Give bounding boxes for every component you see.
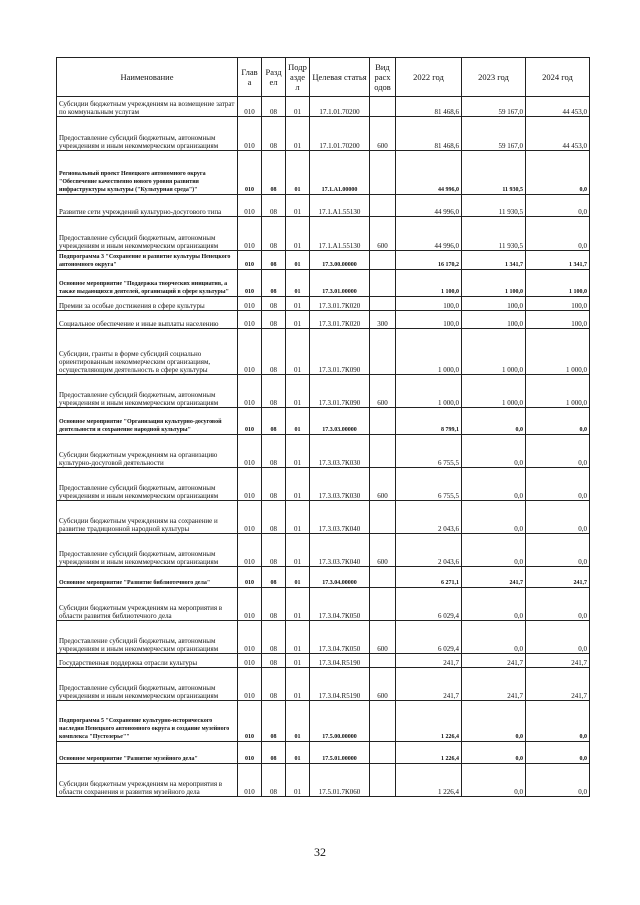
row-amount-2023: 100,0 xyxy=(462,311,526,329)
row-name: Подпрограмма 5 "Сохранение культурно-исторического наследия Ненецкого автономного округа и создание музейного комплекса "Пустозерье"" xyxy=(57,701,238,742)
row-podrazdel: 01 xyxy=(286,701,310,742)
row-amount-2024: 0,0 xyxy=(526,435,590,468)
row-expense-type xyxy=(370,701,396,742)
row-expense-type: 600 xyxy=(370,534,396,567)
row-podrazdel: 01 xyxy=(286,408,310,435)
row-amount-2023: 59 167,0 xyxy=(462,97,526,117)
row-podrazdel: 01 xyxy=(286,329,310,375)
row-podrazdel: 01 xyxy=(286,588,310,621)
table-row xyxy=(57,251,590,270)
row-razdel: 08 xyxy=(262,654,286,668)
row-target-article: 17.3.01.7К020 xyxy=(310,297,370,311)
row-glava: 010 xyxy=(238,588,262,621)
row-razdel: 08 xyxy=(262,270,286,297)
table-row xyxy=(57,654,590,668)
row-podrazdel: 01 xyxy=(286,654,310,668)
row-podrazdel: 01 xyxy=(286,621,310,654)
row-glava: 010 xyxy=(238,567,262,588)
row-target-article: 17.3.04.R5190 xyxy=(310,654,370,668)
row-name: Субсидии, гранты в форме субсидий социально ориентированным некоммерческим организациям, осуществляющим деятельность в сфере культуры xyxy=(57,329,238,375)
row-amount-2023: 0,0 xyxy=(462,701,526,742)
table-row xyxy=(57,311,590,329)
row-target-article: 17.1.01.70200 xyxy=(310,97,370,117)
row-target-article: 17.3.01.00000 xyxy=(310,270,370,297)
row-razdel: 08 xyxy=(262,375,286,408)
row-amount-2023: 0,0 xyxy=(462,501,526,534)
row-name: Региональный проект Ненецкого автономного округа "Обеспечение качественно нового уровня развития инфраструктуры культуры ("Культурная среда")" xyxy=(57,151,238,195)
row-podrazdel: 01 xyxy=(286,117,310,151)
row-razdel: 08 xyxy=(262,217,286,251)
row-expense-type xyxy=(370,742,396,764)
row-amount-2022: 6 271,1 xyxy=(396,567,462,588)
page-number: 32 xyxy=(314,845,326,859)
table-row xyxy=(57,195,590,217)
table-row xyxy=(57,408,590,435)
table-row xyxy=(57,701,590,742)
row-expense-type xyxy=(370,297,396,311)
row-expense-type: 600 xyxy=(370,621,396,654)
row-podrazdel: 01 xyxy=(286,297,310,311)
table-row xyxy=(57,501,590,534)
row-amount-2023: 1 100,0 xyxy=(462,270,526,297)
row-glava: 010 xyxy=(238,654,262,668)
row-glava: 010 xyxy=(238,408,262,435)
table-row xyxy=(57,588,590,621)
budget-sheet xyxy=(56,57,589,797)
table-row xyxy=(57,151,590,195)
row-podrazdel: 01 xyxy=(286,217,310,251)
row-name: Субсидии бюджетным учреждениям на мероприятия в области развития библиотечного дела xyxy=(57,588,238,621)
row-amount-2024: 1 100,0 xyxy=(526,270,590,297)
row-razdel: 08 xyxy=(262,501,286,534)
row-expense-type: 600 xyxy=(370,375,396,408)
row-amount-2024: 0,0 xyxy=(526,742,590,764)
table-row xyxy=(57,117,590,151)
row-amount-2024: 0,0 xyxy=(526,534,590,567)
row-target-article: 17.1.А1.55130 xyxy=(310,217,370,251)
budget-table xyxy=(56,57,590,797)
row-expense-type xyxy=(370,329,396,375)
row-expense-type xyxy=(370,408,396,435)
row-target-article: 17.3.04.R5190 xyxy=(310,668,370,701)
row-amount-2024: 0,0 xyxy=(526,468,590,501)
row-target-article: 17.3.01.7К090 xyxy=(310,329,370,375)
row-amount-2024: 1 341,7 xyxy=(526,251,590,270)
row-amount-2024: 1 000,0 xyxy=(526,375,590,408)
header-expense-type: Вид расх одов xyxy=(370,58,396,97)
row-amount-2024: 241,7 xyxy=(526,654,590,668)
table-header-row xyxy=(57,58,590,97)
row-glava: 010 xyxy=(238,501,262,534)
row-razdel: 08 xyxy=(262,151,286,195)
row-podrazdel: 01 xyxy=(286,468,310,501)
row-amount-2022: 1 100,0 xyxy=(396,270,462,297)
row-razdel: 08 xyxy=(262,195,286,217)
row-podrazdel: 01 xyxy=(286,97,310,117)
row-amount-2023: 1 000,0 xyxy=(462,329,526,375)
row-amount-2023: 100,0 xyxy=(462,297,526,311)
row-target-article: 17.3.03.00000 xyxy=(310,408,370,435)
row-name: Основное мероприятие "Развитие музейного дела" xyxy=(57,742,238,764)
row-podrazdel: 01 xyxy=(286,270,310,297)
table-row xyxy=(57,329,590,375)
row-glava: 010 xyxy=(238,534,262,567)
row-amount-2022: 44 996,0 xyxy=(396,151,462,195)
row-amount-2024: 241,7 xyxy=(526,668,590,701)
row-amount-2024: 0,0 xyxy=(526,151,590,195)
row-razdel: 08 xyxy=(262,764,286,797)
row-expense-type xyxy=(370,764,396,797)
row-amount-2022: 8 799,1 xyxy=(396,408,462,435)
row-amount-2024: 44 453,0 xyxy=(526,97,590,117)
row-glava: 010 xyxy=(238,668,262,701)
header-name: Наименование xyxy=(57,58,238,97)
table-row xyxy=(57,217,590,251)
row-name: Основное мероприятие "Развитие библиотечного дела" xyxy=(57,567,238,588)
row-glava: 010 xyxy=(238,270,262,297)
row-expense-type xyxy=(370,435,396,468)
row-amount-2024: 241,7 xyxy=(526,567,590,588)
row-name: Предоставление субсидий бюджетным, автономным учреждениям и иным некоммерческим организациям xyxy=(57,621,238,654)
row-name: Подпрограмма 3 "Сохранение и развитие культуры Ненецкого автономного округа" xyxy=(57,251,238,270)
row-target-article: 17.3.03.7К030 xyxy=(310,468,370,501)
row-amount-2024: 0,0 xyxy=(526,701,590,742)
row-target-article: 17.1.01.70200 xyxy=(310,117,370,151)
row-expense-type xyxy=(370,195,396,217)
table-row xyxy=(57,270,590,297)
row-amount-2024: 0,0 xyxy=(526,588,590,621)
row-razdel: 08 xyxy=(262,251,286,270)
row-amount-2022: 1 000,0 xyxy=(396,329,462,375)
row-target-article: 17.5.00.00000 xyxy=(310,701,370,742)
row-amount-2023: 1 341,7 xyxy=(462,251,526,270)
row-podrazdel: 01 xyxy=(286,151,310,195)
row-target-article: 17.3.04.7К050 xyxy=(310,588,370,621)
row-expense-type xyxy=(370,501,396,534)
row-amount-2023: 0,0 xyxy=(462,621,526,654)
row-name: Предоставление субсидий бюджетным, автономным учреждениям и иным некоммерческим организациям xyxy=(57,468,238,501)
row-amount-2022: 1 226,4 xyxy=(396,764,462,797)
row-amount-2022: 81 468,6 xyxy=(396,117,462,151)
row-expense-type: 600 xyxy=(370,668,396,701)
table-row xyxy=(57,435,590,468)
row-name: Субсидии бюджетным учреждениям на мероприятия в области сохранения и развития музейного дела xyxy=(57,764,238,797)
row-glava: 010 xyxy=(238,468,262,501)
row-razdel: 08 xyxy=(262,567,286,588)
row-name: Предоставление субсидий бюджетным, автономным учреждениям и иным некоммерческим организациям xyxy=(57,217,238,251)
table-row xyxy=(57,468,590,501)
row-name: Субсидии бюджетным учреждениям на сохранение и развитие традиционной народной культуры xyxy=(57,501,238,534)
table-row xyxy=(57,567,590,588)
row-podrazdel: 01 xyxy=(286,251,310,270)
row-amount-2023: 1 000,0 xyxy=(462,375,526,408)
row-amount-2022: 44 996,0 xyxy=(396,217,462,251)
row-glava: 010 xyxy=(238,117,262,151)
row-amount-2023: 241,7 xyxy=(462,668,526,701)
row-podrazdel: 01 xyxy=(286,311,310,329)
row-amount-2023: 59 167,0 xyxy=(462,117,526,151)
row-target-article: 17.3.01.7К020 xyxy=(310,311,370,329)
row-name: Основное мероприятие "Организация культурно-досуговой деятельности и сохранение народной культуры" xyxy=(57,408,238,435)
row-amount-2024: 100,0 xyxy=(526,297,590,311)
row-amount-2024: 0,0 xyxy=(526,764,590,797)
row-amount-2022: 44 996,0 xyxy=(396,195,462,217)
row-name: Премии за особые достижения в сфере культуры xyxy=(57,297,238,311)
row-expense-type: 600 xyxy=(370,117,396,151)
row-name: Государственная поддержка отрасли культуры xyxy=(57,654,238,668)
table-row xyxy=(57,534,590,567)
row-expense-type xyxy=(370,588,396,621)
row-razdel: 08 xyxy=(262,668,286,701)
row-amount-2023: 11 930,5 xyxy=(462,195,526,217)
row-target-article: 17.3.03.7К040 xyxy=(310,501,370,534)
header-glava: Глав а xyxy=(238,58,262,97)
row-podrazdel: 01 xyxy=(286,534,310,567)
row-glava: 010 xyxy=(238,217,262,251)
row-razdel: 08 xyxy=(262,408,286,435)
table-row xyxy=(57,742,590,764)
row-razdel: 08 xyxy=(262,311,286,329)
row-amount-2022: 100,0 xyxy=(396,297,462,311)
row-amount-2023: 0,0 xyxy=(462,764,526,797)
row-glava: 010 xyxy=(238,375,262,408)
row-amount-2022: 2 043,6 xyxy=(396,534,462,567)
row-name: Субсидии бюджетным учреждениям на организацию культурно-досуговой деятельности xyxy=(57,435,238,468)
table-row xyxy=(57,97,590,117)
row-glava: 010 xyxy=(238,151,262,195)
row-razdel: 08 xyxy=(262,588,286,621)
row-amount-2024: 1 000,0 xyxy=(526,329,590,375)
table-body xyxy=(57,97,590,797)
header-target-article: Целевая статья xyxy=(310,58,370,97)
row-amount-2022: 241,7 xyxy=(396,654,462,668)
row-razdel: 08 xyxy=(262,701,286,742)
header-podrazdel: Подр азде л xyxy=(286,58,310,97)
row-podrazdel: 01 xyxy=(286,742,310,764)
row-expense-type: 300 xyxy=(370,311,396,329)
row-expense-type: 600 xyxy=(370,217,396,251)
row-podrazdel: 01 xyxy=(286,764,310,797)
row-glava: 010 xyxy=(238,701,262,742)
row-glava: 010 xyxy=(238,742,262,764)
row-glava: 010 xyxy=(238,195,262,217)
row-amount-2022: 2 043,6 xyxy=(396,501,462,534)
row-razdel: 08 xyxy=(262,621,286,654)
row-target-article: 17.3.01.7К090 xyxy=(310,375,370,408)
row-name: Субсидии бюджетным учреждениям на возмещение затрат по коммунальным услугам xyxy=(57,97,238,117)
row-expense-type xyxy=(370,251,396,270)
header-razdel: Разд ел xyxy=(262,58,286,97)
row-razdel: 08 xyxy=(262,329,286,375)
row-target-article: 17.1.А1.00000 xyxy=(310,151,370,195)
row-razdel: 08 xyxy=(262,468,286,501)
row-name: Предоставление субсидий бюджетным, автономным учреждениям и иным некоммерческим организациям xyxy=(57,117,238,151)
row-amount-2024: 0,0 xyxy=(526,217,590,251)
row-podrazdel: 01 xyxy=(286,567,310,588)
row-amount-2023: 0,0 xyxy=(462,408,526,435)
row-amount-2023: 0,0 xyxy=(462,588,526,621)
row-expense-type xyxy=(370,270,396,297)
row-amount-2023: 241,7 xyxy=(462,567,526,588)
row-amount-2023: 11 930,5 xyxy=(462,217,526,251)
row-target-article: 17.3.04.7К050 xyxy=(310,621,370,654)
row-amount-2022: 6 755,5 xyxy=(396,435,462,468)
row-name: Основное мероприятие "Поддержка творческих инициатив, а также выдающихся деятелей, организаций в сфере культуры" xyxy=(57,270,238,297)
row-amount-2024: 0,0 xyxy=(526,621,590,654)
row-expense-type xyxy=(370,97,396,117)
row-name: Предоставление субсидий бюджетным, автономным учреждениям и иным некоммерческим организациям xyxy=(57,375,238,408)
row-razdel: 08 xyxy=(262,534,286,567)
row-name: Социальное обеспечение и иные выплаты населению xyxy=(57,311,238,329)
row-amount-2022: 1 000,0 xyxy=(396,375,462,408)
row-expense-type: 600 xyxy=(370,468,396,501)
header-year-2024: 2024 год xyxy=(526,58,590,97)
row-amount-2023: 0,0 xyxy=(462,742,526,764)
row-name: Предоставление субсидий бюджетным, автономным учреждениям и иным некоммерческим организациям xyxy=(57,534,238,567)
row-amount-2024: 0,0 xyxy=(526,408,590,435)
row-amount-2022: 1 226,4 xyxy=(396,742,462,764)
row-razdel: 08 xyxy=(262,297,286,311)
row-target-article: 17.3.03.7К040 xyxy=(310,534,370,567)
row-target-article: 17.5.01.00000 xyxy=(310,742,370,764)
row-razdel: 08 xyxy=(262,97,286,117)
row-podrazdel: 01 xyxy=(286,668,310,701)
table-row xyxy=(57,621,590,654)
row-razdel: 08 xyxy=(262,117,286,151)
row-podrazdel: 01 xyxy=(286,435,310,468)
row-glava: 010 xyxy=(238,329,262,375)
row-name: Развитие сети учреждений культурно-досугового типа xyxy=(57,195,238,217)
row-amount-2024: 100,0 xyxy=(526,311,590,329)
row-glava: 010 xyxy=(238,251,262,270)
row-expense-type xyxy=(370,654,396,668)
row-amount-2023: 0,0 xyxy=(462,468,526,501)
row-razdel: 08 xyxy=(262,435,286,468)
row-glava: 010 xyxy=(238,435,262,468)
header-year-2022: 2022 год xyxy=(396,58,462,97)
row-amount-2022: 1 226,4 xyxy=(396,701,462,742)
table-row xyxy=(57,668,590,701)
row-amount-2023: 241,7 xyxy=(462,654,526,668)
row-amount-2023: 0,0 xyxy=(462,435,526,468)
row-expense-type xyxy=(370,151,396,195)
row-glava: 010 xyxy=(238,764,262,797)
row-name: Предоставление субсидий бюджетным, автономным учреждениям и иным некоммерческим организациям xyxy=(57,668,238,701)
row-razdel: 08 xyxy=(262,742,286,764)
row-target-article: 17.3.03.7К030 xyxy=(310,435,370,468)
row-podrazdel: 01 xyxy=(286,501,310,534)
row-podrazdel: 01 xyxy=(286,195,310,217)
row-podrazdel: 01 xyxy=(286,375,310,408)
row-amount-2024: 0,0 xyxy=(526,501,590,534)
table-row xyxy=(57,764,590,797)
row-amount-2024: 44 453,0 xyxy=(526,117,590,151)
row-target-article: 17.3.04.00000 xyxy=(310,567,370,588)
table-row xyxy=(57,297,590,311)
row-glava: 010 xyxy=(238,311,262,329)
row-glava: 010 xyxy=(238,297,262,311)
row-amount-2023: 0,0 xyxy=(462,534,526,567)
row-amount-2024: 0,0 xyxy=(526,195,590,217)
row-expense-type xyxy=(370,567,396,588)
row-amount-2023: 11 930,5 xyxy=(462,151,526,195)
table-row xyxy=(57,375,590,408)
row-target-article: 17.3.00.00000 xyxy=(310,251,370,270)
row-amount-2022: 100,0 xyxy=(396,311,462,329)
row-amount-2022: 6 755,5 xyxy=(396,468,462,501)
row-amount-2022: 241,7 xyxy=(396,668,462,701)
row-glava: 010 xyxy=(238,621,262,654)
row-target-article: 17.5.01.7К060 xyxy=(310,764,370,797)
row-amount-2022: 16 170,2 xyxy=(396,251,462,270)
row-glava: 010 xyxy=(238,97,262,117)
row-amount-2022: 6 029,4 xyxy=(396,621,462,654)
header-year-2023: 2023 год xyxy=(462,58,526,97)
row-amount-2022: 6 029,4 xyxy=(396,588,462,621)
row-target-article: 17.1.А1.55130 xyxy=(310,195,370,217)
row-amount-2022: 81 468,6 xyxy=(396,97,462,117)
